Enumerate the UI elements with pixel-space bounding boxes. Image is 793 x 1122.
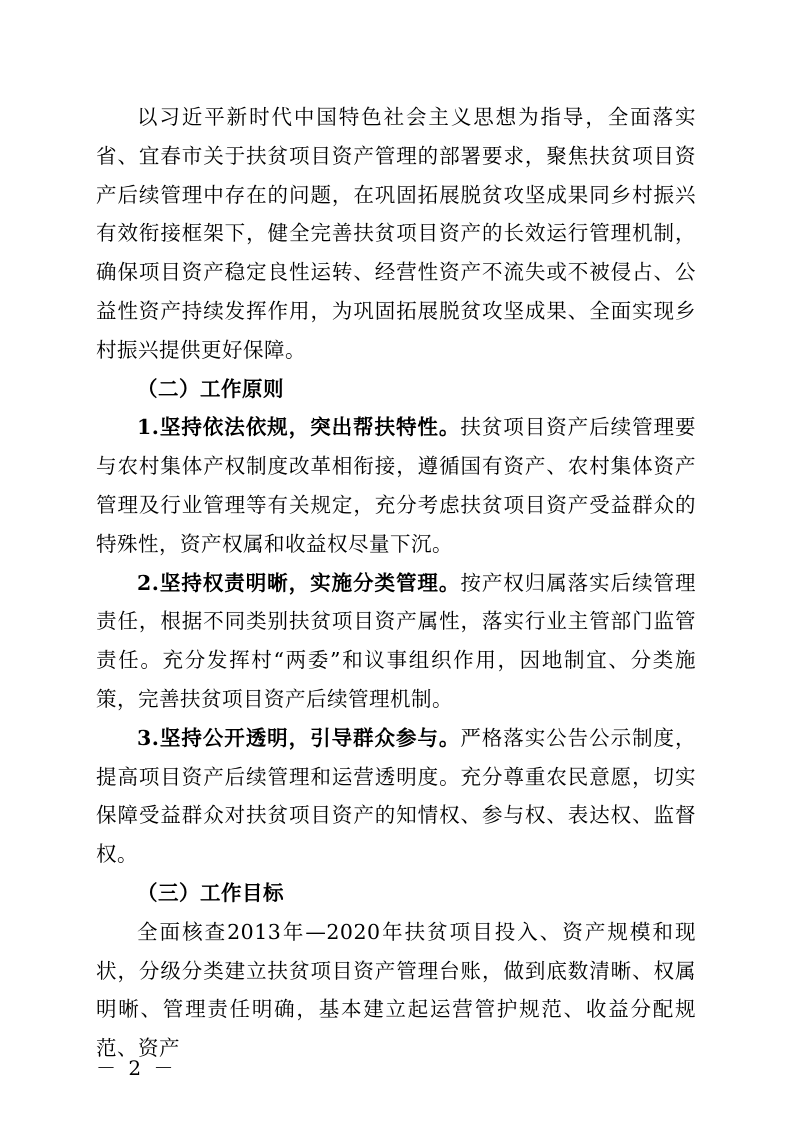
principle-2-body: 按产权归属落实后续管理责任，根据不同类别扶贫项目资产属性，落实行业主管部门监管责任。充分发挥村“两委”和议事组织作用，因地制宜、分类施策，完善扶贫项目资产后续管理机制。: [96, 570, 696, 711]
principle-2-title: 2.坚持权责明晰，实施分类管理。: [137, 570, 461, 595]
document-body: [96, 98, 696, 1068]
page-number: － 2 －: [96, 1056, 177, 1080]
principle-2: [96, 564, 696, 719]
paragraph-work-goals: 全面核查2013年—2020年扶贫项目投入、资产规模和现状，分级分类建立扶贫项目资产管理台账，做到底数清晰、权属明晰、管理责任明确，基本建立起运营管护规范、收益分配规范、资产: [96, 919, 696, 1061]
principle-3: [96, 719, 696, 874]
paragraph-guiding-ideology: 以习近平新时代中国特色社会主义思想为指导，全面落实省、宜春市关于扶贫项目资产管理的部署要求，聚焦扶贫项目资产后续管理中存在的问题，在巩固拓展脱贫攻坚成果同乡村振兴有效衔接框架下，健全完善扶贫项目资产的长效运行管理机制，确保项目资产稳定良性运转、经营性资产不流失或不被侵占、公益性资产持续发挥作用，为巩固拓展脱贫攻坚成果、全面实现乡村振兴提供更好保障。: [96, 105, 696, 362]
principle-3-body: 严格落实公告公示制度，提高项目资产后续管理和运营透明度。充分尊重农民意愿，切实保障受益群众对扶贫项目资产的知情权、参与权、表达权、监督权。: [96, 725, 696, 867]
principle-1-title: 1.坚持依法依规，突出帮扶特性。: [137, 415, 461, 440]
principle-3-title: 3.坚持公开透明，引导群众参与。: [137, 725, 461, 750]
principle-1: [96, 408, 696, 563]
principle-1-body: 扶贫项目资产后续管理要与农村集体产权制度改革相衔接，遵循国有资产、农村集体资产管理及行业管理等有关规定，充分考虑扶贫项目资产受益群众的特殊性，资产权属和收益权尽量下沉。: [96, 415, 696, 556]
section-heading-work-principles: （二）工作原则: [137, 376, 284, 401]
section-heading-work-goals: （三）工作目标: [137, 880, 284, 905]
